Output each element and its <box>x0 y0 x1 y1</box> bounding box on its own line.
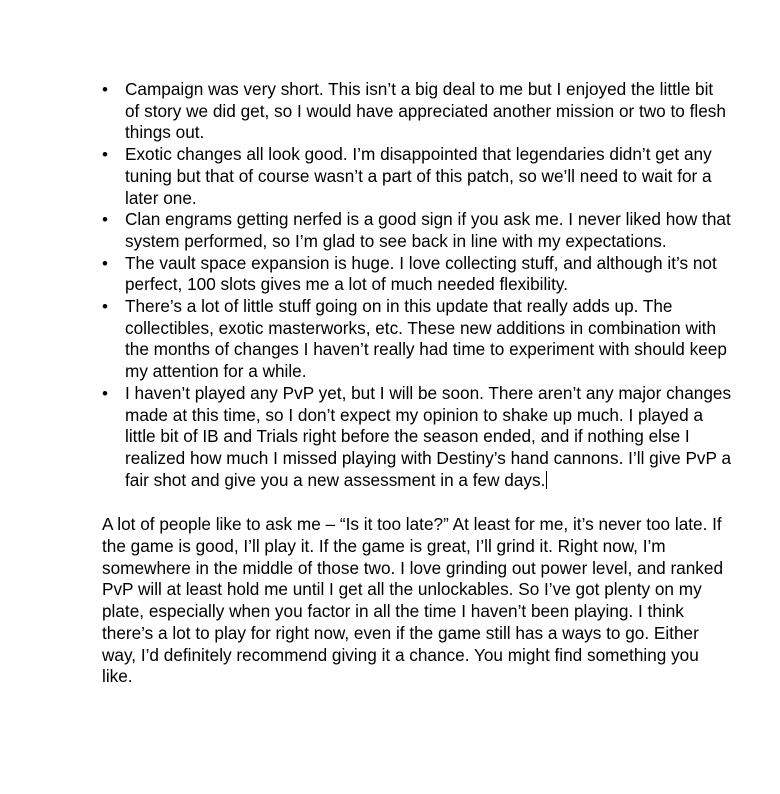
bullet-text: Campaign was very short. This isn’t a big deal to me but I enjoyed the little bit of story we did get, so I would have appreciated another mission or two to flesh things out. <box>125 79 726 143</box>
text-cursor <box>546 471 547 489</box>
bullet-item-vault-space <box>102 253 732 296</box>
bullet-icon: • <box>102 145 108 165</box>
bullet-icon: • <box>102 253 108 273</box>
bullet-item-campaign <box>102 79 732 144</box>
bullet-icon: • <box>102 383 108 403</box>
bullet-item-exotic-changes <box>102 144 732 209</box>
bullet-text: Clan engrams getting nerfed is a good sign if you ask me. I never liked how that system performed, so I’m glad to see back in line with my expectations. <box>125 209 731 251</box>
closing-paragraph: A lot of people like to ask me – “Is it too late?” At least for me, it’s never too late. If the game is good, I’ll play it. If the game is great, I’ll grind it. Right now, I’m somewhere in the middle of those two. I love grinding out power level, and ranked PvP will at least hold me until I get all the unlockables. So I’ve got plenty on my plate, especially when you factor in all the time I haven’t been playing. I think there’s a lot to play for right now, even if the game still has a ways to go. Either way, I’d definitely recommend giving it a chance. You might find something you like. <box>102 514 724 687</box>
bullet-list <box>102 79 732 491</box>
bullet-item-clan-engrams <box>102 209 732 252</box>
bullet-text[interactable]: I haven’t played any PvP yet, but I will be soon. There aren’t any major changes made at this time, so I don’t expect my opinion to shake up much. I played a little bit of IB and Trials right before the season ended, and if nothing else I realized how much I missed playing with Destiny’s hand cannons. I’ll give PvP a fair shot and give you a new assessment in a few days. <box>125 382 732 490</box>
document-page <box>102 79 732 688</box>
bullet-icon: • <box>102 80 108 99</box>
bullet-text: There’s a lot of little stuff going on in this update that really adds up. The collectibles, exotic masterworks, etc. These new additions in combination with the months of changes I haven’t really had time to experiment with should keep my attention for a while. <box>125 296 727 382</box>
bullet-text: Exotic changes all look good. I’m disappointed that legendaries didn’t get any tuning but that of course wasn’t a part of this patch, so we’ll need to wait for a later one. <box>125 144 712 208</box>
bullet-icon: • <box>102 210 108 230</box>
bullet-icon: • <box>102 297 108 317</box>
bullet-text: The vault space expansion is huge. I love collecting stuff, and although it’s not perfect, 100 slots gives me a lot of much needed flexibility. <box>125 252 717 295</box>
bullet-item-pvp[interactable] <box>102 383 732 492</box>
bullet-item-little-stuff <box>102 296 732 383</box>
